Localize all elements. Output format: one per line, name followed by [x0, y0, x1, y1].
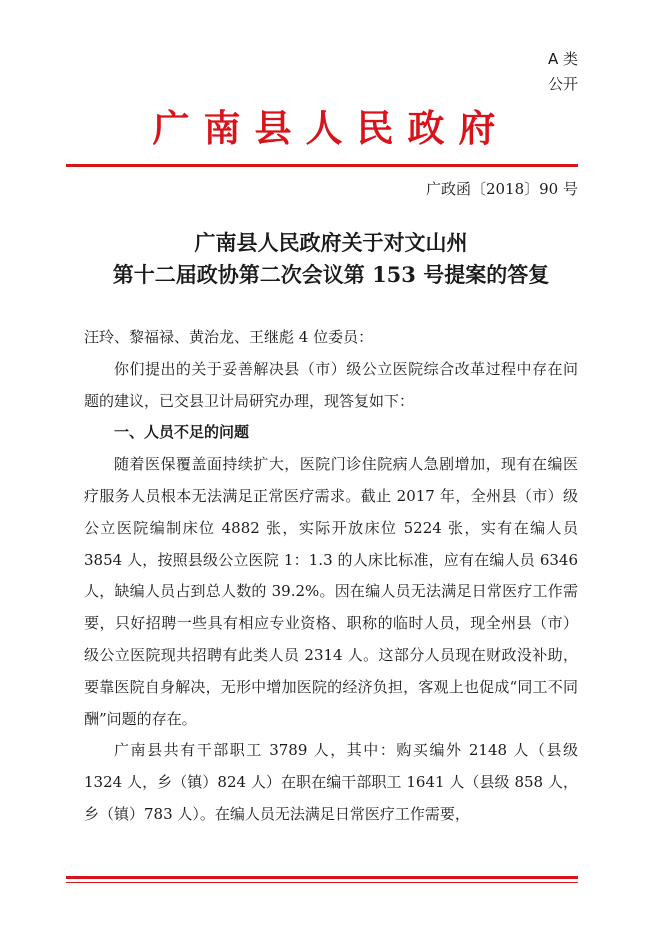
- issuing-org-title: 广南县人民政府: [152, 106, 510, 150]
- footer-red-rule-thin: [66, 882, 578, 883]
- document-body: [84, 322, 578, 831]
- body-paragraph-1: 随着医保覆盖面持续扩大，医院门诊住院病人急剧增加，现有在编医疗服务人员根本无法满足正常医疗需求。截止 2017 年，全州县（市）级公立医院编制床位 4882 张，实际开放床位 5224 张，实有在编人员 3854 人，按照县级公立医院 1：1.3 的人床比标准，应有在编人员 6346 人，缺编人员占到总人数的 39.2%。因在编人员无法满足日常医疗工作需要，只好招聘一些具有相应专业资格、职称的临时人员，现全州县（市）级公立医院现共招聘有此类人员 2314 人。这部分人员现在财政没补助，要靠医院自身解决，无形中增加医院的经济负担，客观上也促成“同工不同酬”问题的存在。: [84, 455, 578, 728]
- document-title-line-2: 第十二届政协第二次会议第 153 号提案的答复: [112, 262, 550, 287]
- footer-red-rule: [66, 876, 578, 879]
- header-red-rule: [66, 164, 578, 167]
- classification-block: [548, 47, 578, 97]
- disclosure-label: 公开: [547, 75, 578, 93]
- body-paragraph-2: 广南县共有干部职工 3789 人，其中：购买编外 2148 人（县级 1324 人，乡（镇）824 人）在职在编干部职工 1641 人（县级 858 人，乡（镇）783 人）。在编人员无法满足日常医疗工作需要，: [84, 741, 578, 823]
- classification-label: A 类: [547, 50, 578, 68]
- section-heading: 一、人员不足的问题: [114, 423, 250, 442]
- addressee: 汪玲、黎福禄、黄治龙、王继彪 4 位委员：: [84, 328, 374, 346]
- document-title-line-1: 广南县人民政府关于对文山州: [194, 230, 468, 255]
- document-number: 广政函〔2018〕90 号: [425, 180, 578, 198]
- intro-paragraph: 你们提出的关于妥善解决县（市）级公立医院综合改革过程中存在问题的建议，已交县卫计局研究办理，现答复如下：: [84, 359, 578, 410]
